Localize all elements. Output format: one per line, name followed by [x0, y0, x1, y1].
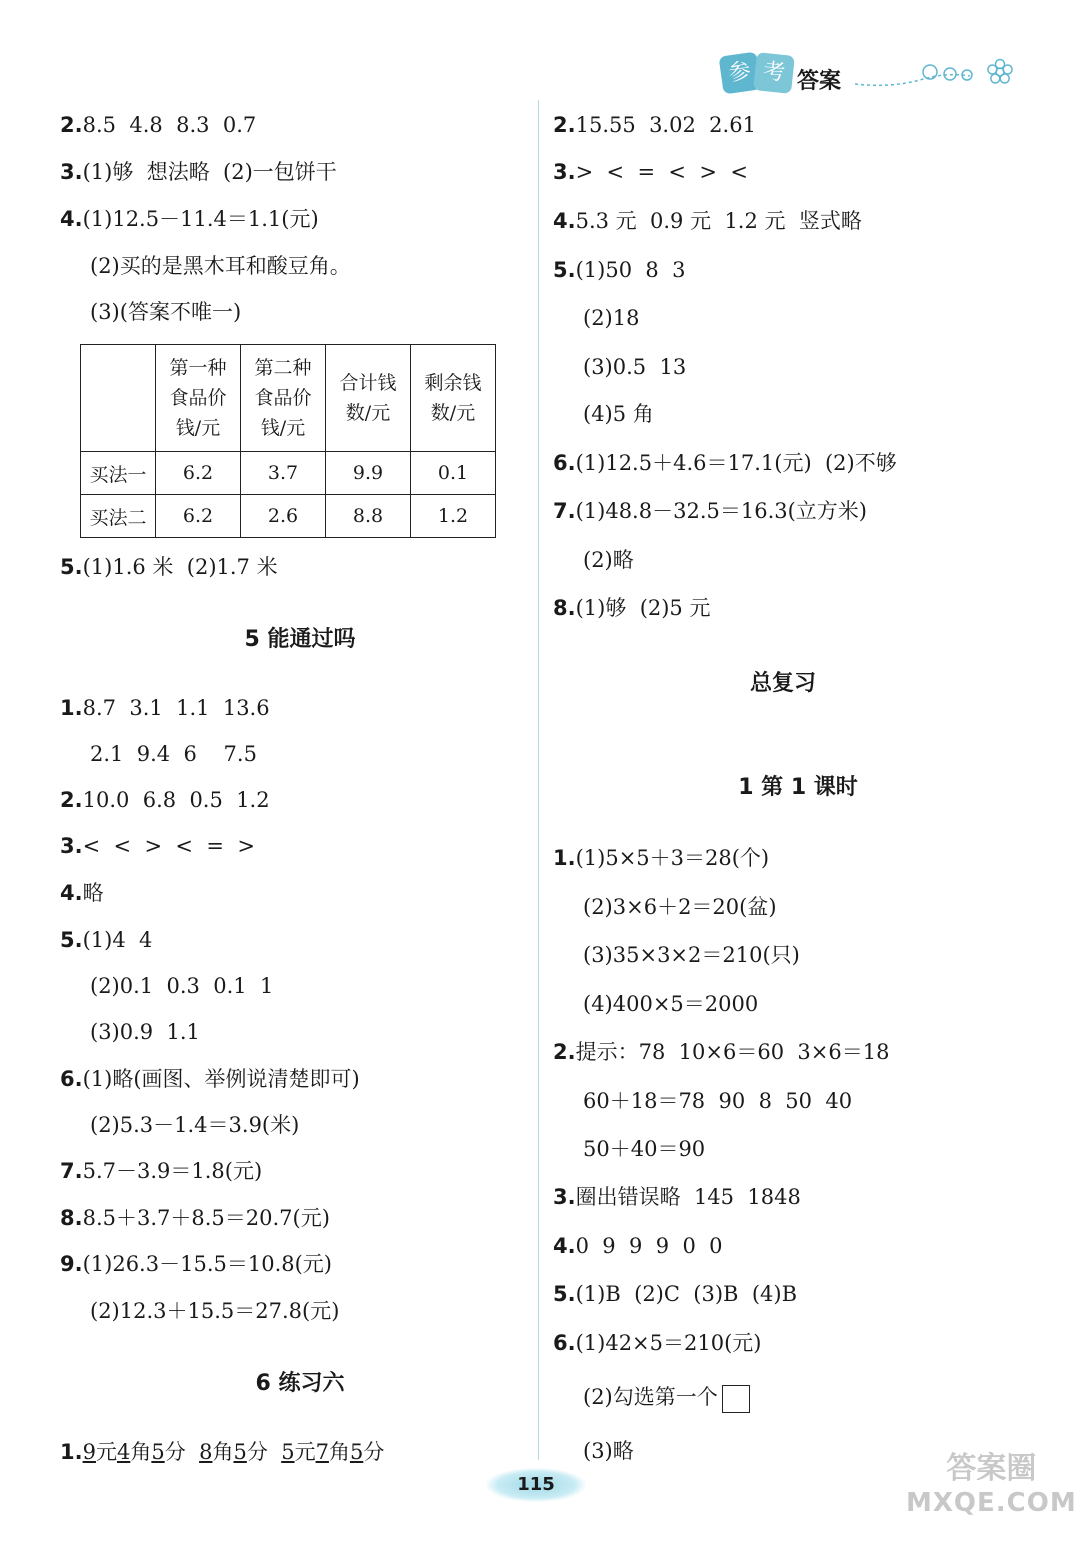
price-table — [80, 344, 496, 538]
question-number: 2. — [60, 113, 83, 137]
answer-text: 5.3 元 0.9 元 1.2 元 竖式略 — [575, 209, 862, 233]
answer-line — [553, 593, 710, 623]
filled-blank: 5 — [151, 1440, 165, 1464]
answer-line — [553, 1231, 723, 1261]
question-number: 1. — [60, 1440, 83, 1464]
answer-text: (3)0.9 1.1 — [90, 1020, 200, 1044]
answer-text: (1)26.3－15.5＝10.8(元) — [82, 1252, 332, 1276]
answer-line — [553, 1182, 801, 1212]
question-number: 4. — [553, 209, 576, 233]
table-cell: 8.8 — [326, 495, 411, 538]
header-title: 答案 — [797, 69, 842, 94]
answer-text: 2.1 9.4 6 7.5 — [90, 742, 257, 766]
table-cell: 3.7 — [241, 452, 326, 495]
answer-line — [583, 1382, 750, 1413]
watermark-logo — [906, 1452, 1077, 1520]
answer-text: (1)42×5＝210(元) — [575, 1331, 762, 1355]
answer-text: (3)0.5 13 — [583, 355, 687, 379]
answer-line — [60, 1156, 262, 1186]
answer-line — [583, 1436, 634, 1466]
answer-text: (4)400×5＝2000 — [583, 992, 759, 1016]
answer-text: (1)4 4 — [82, 928, 153, 952]
answer-line — [583, 1086, 852, 1116]
answer-text: (2)买的是黑木耳和酸豆角。 — [90, 254, 351, 278]
answer-line — [90, 739, 257, 769]
answer-text: (4)5 角 — [583, 402, 654, 426]
table-cell: 6.2 — [156, 452, 241, 495]
answer-text: < < > < = > — [82, 834, 255, 858]
answer-text: (1)够 想法略 (2)一包饼干 — [82, 160, 337, 184]
unit-text: 角 — [212, 1440, 234, 1464]
answer-line — [553, 448, 897, 478]
answer-text: (1)48.8－32.5＝16.3(立方米) — [575, 499, 867, 523]
answer-line — [90, 297, 241, 327]
question-number: 5. — [60, 928, 83, 952]
question-number: 6. — [60, 1067, 83, 1091]
answer-line — [60, 831, 255, 861]
answer-line — [553, 255, 686, 285]
answer-text: (1)1.6 米 (2)1.7 米 — [82, 555, 278, 579]
question-number: 4. — [60, 881, 83, 905]
unit-text: 角 — [328, 1440, 350, 1464]
answer-text: 15.55 3.02 2.61 — [575, 113, 756, 137]
answer-line — [553, 1279, 797, 1309]
answer-text: 5.7－3.9＝1.8(元) — [82, 1159, 263, 1183]
table-header-row — [81, 345, 496, 452]
answer-line — [90, 1017, 200, 1047]
table-row-label: 买法二 — [81, 495, 156, 538]
answer-line — [583, 940, 800, 970]
answer-text: (2)勾选第一个 — [583, 1385, 718, 1409]
watermark-title: 答案圈 — [946, 1451, 1037, 1486]
answer-text: 60＋18＝78 90 8 50 40 — [583, 1089, 853, 1113]
answer-line — [553, 843, 769, 873]
filled-blank: 5 — [281, 1440, 295, 1464]
answer-text: (2)18 — [583, 306, 640, 330]
table-row — [81, 452, 496, 495]
header-badge-2: 考 — [753, 52, 795, 94]
question-number: 5. — [60, 555, 83, 579]
answer-text: (2)12.3＋15.5＝27.8(元) — [90, 1299, 340, 1323]
section-title-5: 5 能通过吗 — [244, 627, 356, 652]
answer-text: (1)5×5＋3＝28(个) — [575, 846, 770, 870]
table-cell: 1.2 — [411, 495, 496, 538]
answer-line — [60, 1249, 332, 1279]
question-number: 2. — [60, 788, 83, 812]
question-number: 7. — [553, 499, 576, 523]
answer-line — [60, 204, 319, 234]
table-header-cell: 第二种 食品价 钱/元 — [241, 345, 326, 452]
answer-text: 50＋40＝90 — [583, 1137, 706, 1161]
page-header — [715, 52, 1025, 96]
question-number: 3. — [60, 160, 83, 184]
question-number: 4. — [60, 207, 83, 231]
answer-text: (2)略 — [583, 548, 634, 572]
answer-line — [90, 251, 351, 281]
answer-line — [553, 110, 756, 140]
answer-text: 8.5＋3.7＋8.5＝20.7(元) — [82, 1206, 330, 1230]
table-row-label: 买法一 — [81, 452, 156, 495]
table-header-cell: 剩余钱 数/元 — [411, 345, 496, 452]
answer-line — [583, 352, 686, 382]
answer-line — [60, 785, 270, 815]
answer-text: (3)35×3×2＝210(只) — [583, 943, 800, 967]
table-row — [81, 495, 496, 538]
checkbox-icon — [722, 1385, 750, 1413]
answer-text: (1)50 8 3 — [575, 258, 686, 282]
answer-line — [60, 1064, 360, 1094]
table-corner-cell — [81, 345, 156, 452]
answer-text: 8.5 4.8 8.3 0.7 — [82, 113, 257, 137]
question-number: 9. — [60, 1252, 83, 1276]
answer-text: 0 9 9 9 0 0 — [575, 1234, 723, 1258]
answer-line — [553, 1328, 762, 1358]
flower-decoration-icon — [850, 54, 1020, 94]
question-number: 6. — [553, 451, 576, 475]
filled-blank: 8 — [199, 1440, 213, 1464]
answer-text: > < = < > < — [575, 160, 748, 184]
unit-text: 分 — [363, 1440, 385, 1464]
answer-line — [553, 157, 748, 187]
answer-line — [583, 892, 777, 922]
page-number: 115 — [486, 1468, 586, 1502]
filled-blank: 5 — [349, 1440, 364, 1464]
answer-line — [583, 545, 634, 575]
answer-text: 提示：78 10×6＝60 3×6＝18 — [575, 1040, 890, 1064]
table-header-cell: 第一种 食品价 钱/元 — [156, 345, 241, 452]
answer-line — [90, 1296, 339, 1326]
answer-text: 圈出错误略 145 1848 — [575, 1185, 801, 1209]
answer-line — [583, 989, 758, 1019]
answer-text: (2)5.3－1.4＝3.9(米) — [90, 1113, 300, 1137]
answer-line — [60, 878, 104, 908]
answer-text: 略 — [82, 881, 104, 905]
question-number: 1. — [60, 696, 83, 720]
answer-text: (1)12.5－11.4＝1.1(元) — [82, 207, 319, 231]
section-title-6: 6 练习六 — [255, 1371, 345, 1396]
answer-text: 8.7 3.1 1.1 13.6 — [82, 696, 270, 720]
answer-text: (3)(答案不唯一) — [90, 300, 242, 324]
unit-text: 角 — [130, 1440, 152, 1464]
unit-text: 元 — [294, 1440, 316, 1464]
answer-line — [583, 399, 654, 429]
section-title-review: 总复习 — [749, 671, 816, 696]
answer-line — [60, 552, 278, 582]
table-cell: 0.1 — [411, 452, 496, 495]
section-title-lesson: 1 第 1 课时 — [738, 775, 858, 800]
answer-text: (1)略(画图、举例说清楚即可) — [82, 1067, 360, 1091]
question-number: 2. — [553, 1040, 576, 1064]
question-number: 5. — [553, 258, 576, 282]
question-number: 7. — [60, 1159, 83, 1183]
question-number: 3. — [553, 1185, 576, 1209]
answer-line — [60, 1203, 330, 1233]
question-number: 2. — [553, 113, 576, 137]
answer-line — [60, 110, 256, 140]
answer-line — [553, 1037, 889, 1067]
filled-blank: 9 — [82, 1440, 96, 1464]
answer-line — [553, 496, 867, 526]
answer-text: (2)3×6＋2＝20(盆) — [583, 895, 777, 919]
watermark-url: MXQE.COM — [906, 1488, 1077, 1518]
filled-blank: 7 — [315, 1440, 329, 1464]
answer-line — [60, 1437, 384, 1467]
filled-blank: 5 — [233, 1440, 247, 1464]
answer-text: (1)够 (2)5 元 — [575, 596, 711, 620]
table-header-cell: 合计钱 数/元 — [326, 345, 411, 452]
unit-text: 元 — [95, 1440, 117, 1464]
question-number: 8. — [60, 1206, 83, 1230]
answer-text: (1)B (2)C (3)B (4)B — [575, 1282, 797, 1306]
unit-text: 分 — [246, 1440, 282, 1464]
answer-line — [60, 925, 152, 955]
question-number: 5. — [553, 1282, 576, 1306]
question-number: 6. — [553, 1331, 576, 1355]
answer-text: (1)12.5＋4.6＝17.1(元) (2)不够 — [575, 451, 897, 475]
answer-line — [553, 206, 862, 236]
unit-text: 分 — [164, 1440, 200, 1464]
question-number: 4. — [553, 1234, 576, 1258]
answer-text: 10.0 6.8 0.5 1.2 — [82, 788, 270, 812]
answer-line — [90, 1110, 299, 1140]
answer-text: (3)略 — [583, 1439, 634, 1463]
filled-blank: 4 — [116, 1440, 131, 1464]
column-divider — [538, 100, 539, 1460]
question-number: 1. — [553, 846, 576, 870]
answer-line — [583, 303, 639, 333]
question-number: 3. — [60, 834, 83, 858]
question-number: 3. — [553, 160, 576, 184]
answer-line — [60, 693, 270, 723]
answer-line — [583, 1134, 705, 1164]
table-cell: 2.6 — [241, 495, 326, 538]
question-number: 8. — [553, 596, 576, 620]
table-cell: 6.2 — [156, 495, 241, 538]
header-badge-1: 参 — [719, 52, 762, 95]
table-cell: 9.9 — [326, 452, 411, 495]
answer-line — [90, 971, 273, 1001]
answer-text: (2)0.1 0.3 0.1 1 — [90, 974, 274, 998]
answer-line — [60, 157, 337, 187]
